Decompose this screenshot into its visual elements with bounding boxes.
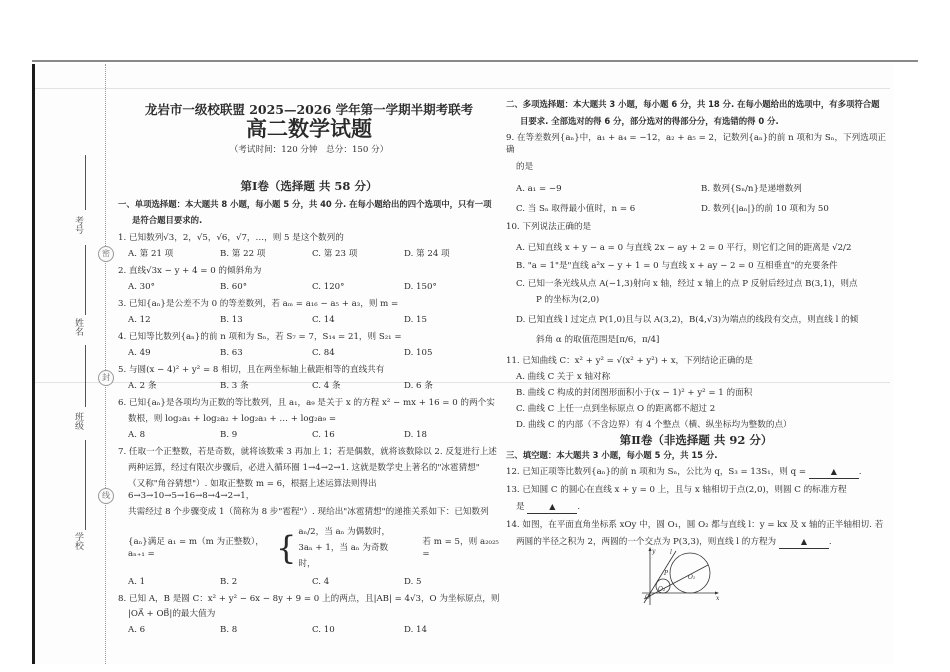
question-stem: 10. 下列说法正确的是 (506, 222, 592, 232)
line-label: l (670, 549, 672, 556)
o2-label: O₂ (658, 586, 666, 593)
option-c: C. 14 (312, 315, 335, 325)
option-a: A. a₁ = −9 (516, 184, 562, 194)
question-stem: 5. 与圆(x − 4)² + y² = 8 相切，且在两坐标轴上截距相等的直线共有 (118, 365, 385, 375)
question-6 (118, 397, 500, 441)
question-7 (118, 446, 500, 588)
question-stem: 4. 已知等比数列{aₙ}的前 n 项和为 Sₙ，若 S₇ = 7，S₁₄ = 21，则 S₂₁ = (118, 332, 402, 342)
option-d: D. 15 (404, 315, 427, 325)
field-label-school: 学校 (73, 532, 83, 550)
option-b: B. 第 22 项 (220, 249, 266, 259)
circle-o1 (670, 553, 710, 593)
seal-xian: 线 (98, 488, 114, 504)
option-d: D. 第 24 项 (404, 249, 450, 259)
option-b: B. "a = 1"是"直线 a²x − y + 1 = 0 与直线 x + ay − 2 = 0 互相垂直"的充要条件 (516, 261, 838, 271)
section3-heading: 三、填空题：本大题共 3 小题，每小题 5 分，共 15 分. (506, 450, 718, 460)
option-c: C. 4 条 (312, 381, 341, 391)
question-2 (118, 265, 500, 293)
option-d: D. 150° (404, 282, 437, 292)
option-c: C. 4 (312, 577, 330, 587)
option-a: A. 6 (128, 625, 146, 635)
field-line (85, 245, 86, 315)
option-c (506, 278, 886, 306)
seal-mi: 密 (98, 246, 114, 262)
question-stem: 11. 已知曲线 C：x² + y² = √(x² + y²) + x，下列结论正确的是 (506, 356, 753, 366)
question-stem-cont: 的是 (516, 162, 534, 172)
field-line (85, 345, 86, 407)
field-line (85, 155, 86, 210)
option-b: B. 8 (220, 625, 238, 635)
option-d: D. 14 (404, 625, 427, 635)
option-a: A. 2 条 (128, 381, 157, 391)
section1-heading: 一、单项选择题：本大题共 8 小题，每小题 5 分，共 40 分. 在每小题给出的四个选项中，只有一项 (118, 199, 492, 209)
brace-symbol: { (276, 529, 297, 567)
question-5 (118, 364, 500, 392)
right-column (506, 98, 886, 549)
option-c: C. 16 (312, 430, 335, 440)
left-column (118, 100, 500, 636)
period: . (828, 537, 832, 547)
option-b: B. 3 条 (220, 381, 249, 391)
q14-figure (636, 545, 722, 609)
x-label: x (716, 595, 720, 602)
exam-info: （考试时间：120 分钟 总分：150 分） (229, 145, 389, 155)
question-stem-line: 两种运算，经过有限次步骤后，必进入循环圈 1→4→2→1. 这就是数学史上著名的"冰雹猜想" (128, 463, 480, 473)
case-even: aₙ/2，当 aₙ 为偶数时， (298, 527, 391, 537)
option-d (506, 314, 886, 346)
case-odd: 3aₙ + 1，当 aₙ 为奇数时， (298, 543, 389, 569)
question-stem: 1. 已知数列√3，2，√5，√6，√7，…，则 5 是这个数列的 (118, 233, 344, 243)
question-12 (506, 466, 886, 479)
question-stem-line: 共需经过 8 个步骤变成 1（简称为 8 步"雹程"）. 现给出"冰雹猜想"的递推关系如下：已知数列 (128, 507, 489, 517)
piecewise-definition (118, 524, 500, 572)
option-d-text: D. 已知直线 l 过定点 P(1,0)且与以 A(3,2)，B(4,√3)为端点的线段有交点，则直线 l 的倾 (516, 315, 859, 325)
question-stem: 9. 在等差数列{aₙ}中，a₁ + a₄ = −12，a₂ + a₅ = 2，记数列{aₙ}的前 n 项和为 Sₙ，下列选项正确 (506, 133, 887, 155)
answer-blank[interactable]: ▲ (809, 466, 859, 479)
option-b: B. 63 (220, 348, 243, 358)
option-c: C. 120° (312, 282, 345, 292)
question-11 (506, 355, 886, 431)
section2-heading: 二、多项选择题：本大题共 3 小题，每小题 6 分，共 18 分. 在每小题给出的选项中，有多项符合题 (506, 99, 880, 109)
option-a: A. 曲线 C 关于 x 轴对称 (516, 372, 611, 382)
section2-heading-cont: 目要求. 全部选对的得 6 分，部分选对的得部分分，有选错的得 0 分. (520, 116, 779, 126)
option-c-text: C. 已知一条光线从点 A(−1,3)射向 x 轴，经过 x 轴上的点 P 反射后经过点 B(3,1)，则点 (516, 279, 858, 289)
period: . (858, 467, 862, 477)
option-a: A. 12 (128, 315, 151, 325)
field-line (85, 440, 86, 530)
question-stem: 3. 已知{aₙ}是公差不为 0 的等差数列，若 aₘ = a₁₆ − a₅ + a₃，则 m = (118, 299, 399, 309)
option-d: D. 18 (404, 430, 427, 440)
question-stem-cont: 数根，则 log₂a₁ + log₂a₂ + log₂a₃ + … + log₂a₉ = (128, 414, 337, 424)
piecewise-prefix: {aₙ}满足 a₁ = m（m 为正整数），aₙ₊₁ = (128, 537, 264, 559)
origin-label: O (645, 594, 650, 601)
option-a: A. 8 (128, 430, 146, 440)
option-c: C. 曲线 C 上任一点到坐标原点 O 的距离都不超过 2 (516, 404, 716, 414)
question-9 (506, 132, 886, 215)
option-c: C. 第 23 项 (312, 249, 358, 259)
question-stem: 8. 已知 A，B 是圆 C：x² + y² − 6x − 8y + 9 = 0 上的两点，且|AB| = 4√3，O 为坐标原点，则 (118, 594, 500, 604)
option-d: D. 6 条 (404, 381, 433, 391)
option-c: C. 10 (312, 625, 335, 635)
option-c: C. 84 (312, 348, 335, 358)
exam-title: 龙岩市一级校联盟 2025—2026 学年第一学期半期考联考 (144, 102, 474, 117)
field-label-class: 班级 (73, 412, 83, 430)
question-10 (506, 221, 886, 346)
question-3 (118, 298, 500, 326)
seal-feng: 封 (98, 370, 114, 386)
option-a: A. 49 (128, 348, 151, 358)
option-d: D. 数列{|aₙ|}的前 10 项和为 50 (701, 204, 829, 214)
question-8 (118, 593, 500, 636)
option-b: B. 曲线 C 构成的封闭图形面积小于(x − 1)² + y² = 1 的面积 (516, 388, 753, 398)
subject-title: 高二数学试题 (246, 117, 372, 141)
option-b: B. 60° (220, 282, 248, 292)
question-stem: 6. 已知{aₙ}是各项均为正数的等比数列，且 a₁，a₉ 是关于 x 的方程 x² − mx + 16 = 0 的两个实 (118, 398, 495, 408)
bisector-line (644, 565, 708, 599)
scan-artifact (35, 88, 890, 89)
option-b: B. 9 (220, 430, 238, 440)
field-label-name: 姓名 (73, 318, 83, 336)
scan-edge (32, 64, 35, 664)
section1-heading-cont: 是符合题目要求的. (132, 215, 203, 225)
option-b: B. 2 (220, 577, 238, 587)
period: . (577, 502, 581, 512)
option-a: A. 第 21 项 (128, 249, 174, 259)
question-stem: 2. 直线√3x − y + 4 = 0 的倾斜角为 (118, 266, 262, 276)
question-stem-cont: 两圆的半径之积为 2，两圆的一个交点为 P(3,3)，则直线 l 的方程为 (516, 537, 777, 547)
field-label-exam-number: 考号 (73, 216, 83, 234)
question-stem-line: （又称"角谷猜想"）. 如取正整数 m = 6，根据上述运算法则得出 6→3→10→5→16→8→4→2→1， (128, 479, 377, 501)
answer-blank[interactable]: ▲ (779, 536, 829, 549)
question-stem: 14. 如图，在平面直角坐标系 xOy 中，圆 O₁，圆 O₂ 都与直线 l：y = kx 及 x 轴的正半轴相切. 若 (506, 520, 884, 530)
question-stem: 13. 已知圆 C 的圆心在直线 x + y = 0 上，且与 x 轴相切于点(2,0)，则圆 C 的标准方程 (506, 485, 847, 495)
option-d-cont: 斜角 α 的取值范围是[π/6，π/4] (536, 335, 660, 345)
option-a: A. 1 (128, 577, 146, 587)
question-stem-cont: 是 (516, 502, 525, 512)
y-label: y (652, 548, 656, 555)
option-d: D. 5 (404, 577, 422, 587)
option-b: B. 13 (220, 315, 243, 325)
option-c: C. 当 Sₙ 取得最小值时，n = 6 (516, 204, 636, 214)
part1-title: 第Ⅰ卷（选择题 共 58 分） (240, 179, 378, 193)
question-stem-cont: |OA⃗ + OB⃗|的最大值为 (128, 609, 216, 619)
answer-blank[interactable]: ▲ (527, 501, 577, 514)
top-rule (32, 60, 918, 62)
option-a: A. 30° (128, 282, 155, 292)
option-b: B. 数列{Sₙ/n}是递增数列 (701, 184, 802, 194)
option-d: D. 105 (404, 348, 433, 358)
question-1 (118, 232, 500, 260)
option-c-cont: P 的坐标为(2,0) (536, 295, 600, 305)
o1-label: O₁ (688, 574, 696, 581)
part2-title: 第Ⅱ卷（非选择题 共 92 分） (619, 433, 773, 447)
question-13 (506, 484, 886, 514)
piecewise-suffix: 若 m = 5，则 a₂₀₂₅ = (422, 537, 499, 559)
point-p-label: P (664, 570, 669, 577)
question-stem: 12. 已知正项等比数列{aₙ}的前 n 项和为 Sₙ，公比为 q，S₃ = 13S₁，则 q = (506, 467, 807, 477)
option-a: A. 已知直线 x + y − a = 0 与直线 2x − ay + 2 = 0 平行，则它们之间的距离是 √2/2 (516, 243, 852, 253)
question-4 (118, 331, 500, 359)
piecewise-cases (298, 524, 394, 572)
question-stem: 7. 任取一个正整数，若是奇数，就将该数乘 3 再加上 1；若是偶数，就将该数除以 2. 反复进行上述 (118, 447, 497, 457)
option-d: D. 曲线 C 的内部（不含边界）有 4 个整点（横、纵坐标均为整数的点） (516, 420, 792, 430)
fold-line (105, 64, 106, 664)
